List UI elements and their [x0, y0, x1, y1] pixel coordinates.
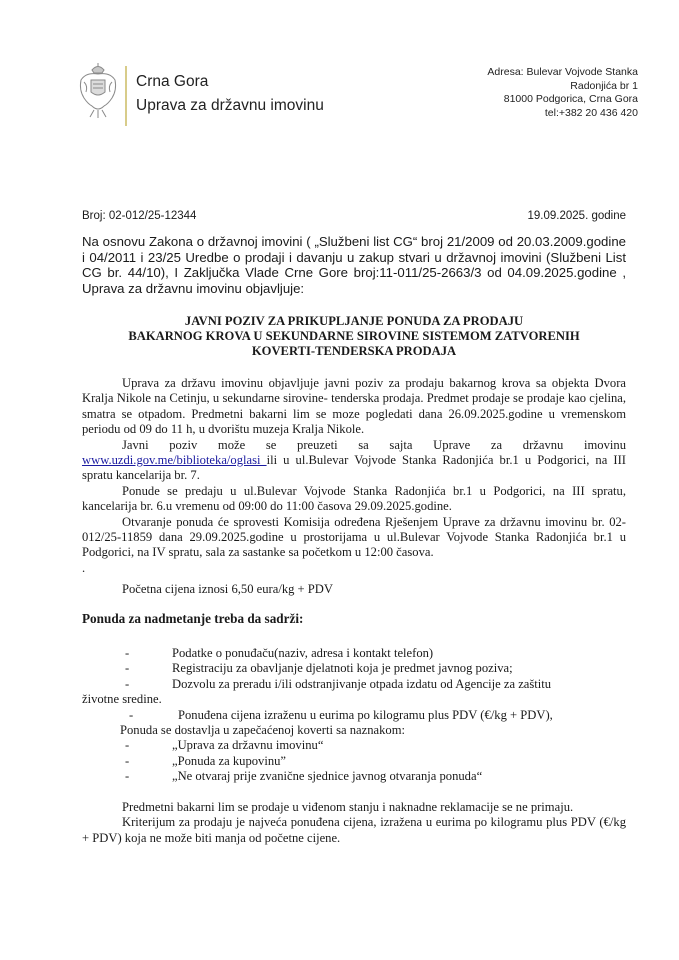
- address-line: Adresa: Bulevar Vojvode Stanka: [487, 66, 638, 78]
- document-date: 19.09.2025. godine: [527, 210, 626, 222]
- document-number: Broj: 02-012/25-12344: [82, 210, 197, 222]
- envelope-label-item: - „Ponuda za kupovinu”: [125, 753, 287, 768]
- address-block: [487, 66, 638, 120]
- envelope-label-item: - „Ne otvaraj prije zvanične sjednice javnog otvaranja ponuda“: [125, 769, 483, 784]
- paragraph-sale-description: Uprava za državu imovinu objavljuje javni poziv za prodaju bakarnog krova sa objekta Dvora Kralja Nikole na Cetinju, u sekundarne sirovine- tenderska prodaja. Predmet prodaje se prodaje kao cjelina, smatra se otpadom. Predmetni bakarni lim se moze pogledati dana 26.09.2025.godine u vremenskom periodu od 09 do 11 h, u dvorištu muzeja Kralja Nikole.: [82, 376, 626, 437]
- title-line: JAVNI POZIV ZA PRIKUPLJANJE PONUDA ZA PRODAJU: [184, 314, 524, 328]
- offer-requirements-heading: Ponuda za nadmetanje treba da sadrži:: [82, 611, 304, 626]
- title-line: BAKARNOG KROVA U SEKUNDARNE SIROVINE SISTEMOM ZATVORENIH: [128, 329, 580, 343]
- dash-bullet: -: [129, 707, 134, 722]
- letterhead: [78, 58, 638, 128]
- body-section: [82, 376, 626, 598]
- dash-bullet: -: [125, 738, 130, 753]
- coat-of-arms-icon: [78, 62, 118, 120]
- address-line: 81000 Podgorica, Crna Gora: [503, 93, 638, 105]
- document-title: [82, 314, 626, 359]
- paragraph-opening: Otvaranje ponuda će sprovesti Komisija određena Rješenjem Uprave za državnu imovinu br. 02-012/25-11859 dana 29.09.2025.godine u prostorijama u ul.Bulevar Vojvode Stanka Radonjića br.1 u Podgorici, na IV spratu, sala za sastanke sa početkom u 12:00 časova.: [82, 514, 626, 560]
- list-item: - Registraciju za obavljanje djelatnoti koja je predmet javnog poziva;: [125, 661, 513, 676]
- dash-bullet: -: [125, 676, 130, 691]
- envelope-label-item: - „Uprava za državnu imovinu“: [125, 738, 324, 753]
- address-line: Radonjića br 1: [570, 79, 638, 92]
- dash-bullet: -: [125, 661, 130, 676]
- dash-bullet: -: [125, 646, 130, 660]
- header-separator: [125, 66, 127, 126]
- title-line: KOVERTI-TENDERSKA PRODAJA: [251, 344, 457, 358]
- stray-dot: .: [82, 560, 86, 575]
- download-location-text: ili u ul.Bulevar Vojvode Stanka Radonjića br.1 u Podgorici, na III spratu kancelarija br. 7.: [82, 453, 626, 483]
- paragraph-criteria: Kriterijum za prodaju je najveća ponuđena cijena, izražena u eurima po kilogramu plus PDV (€/kg + PDV) koja ne može biti manja od početne cijene.: [82, 815, 626, 845]
- paragraph-as-is: Predmetni bakarni lim se prodaje u viđenom stanju i naknadne reklamacije se ne primaju.: [122, 800, 574, 814]
- list-item: - Podatke o ponuđaču(naziv, adresa i kontakt telefon): [125, 646, 434, 660]
- website-link[interactable]: www.uzdi.gov.me/biblioteka/oglasi: [82, 453, 267, 468]
- starting-price: Početna cijena iznosi 6,50 eura/kg + PDV: [122, 582, 334, 597]
- paragraph-submission: Ponude se predaju u ul.Bulevar Vojvode Stanka Radonjića br.1 u Podgorici, na III spratu, kancelarija br. 6.u vremenu od 09:00 do 11:00 časova 29.09.2025.godine.: [82, 483, 626, 514]
- envelope-instruction: Ponuda se dostavlja u zapečaćenoj koverti sa naznakom:: [120, 723, 406, 738]
- list-item-continuation: životne sredine.: [82, 692, 162, 707]
- list-item: - Dozvolu za preradu i/ili odstranjivanje otpada izdatu od Agencije za zaštitu: [125, 676, 552, 691]
- agency-name: Uprava za državnu imovinu: [136, 97, 324, 114]
- organization-name: [136, 70, 324, 118]
- download-text: Javni poziv može se preuzeti sa sajta Uprave za državnu imovinu: [122, 437, 626, 452]
- dash-bullet: -: [125, 769, 130, 784]
- reference-line: [82, 210, 626, 222]
- legal-basis-paragraph: Na osnovu Zakona o državnoj imovini ( „Službeni list CG“ broj 21/2009 od 20.03.2009.godine i 04/2011 i 23/25 Uredbe o prodaji i davanju u zakup stvari u državnoj imovini (Službeni List CG br. 44/10), I Zaključka Vlade Crne Gore broj:11-011/25-2663/3 od 04.09.2025.godine , Uprava za državnu imovinu objavljuje:: [82, 234, 626, 296]
- country-name: Crna Gora: [136, 73, 209, 90]
- offer-requirements-list: [82, 646, 626, 785]
- list-item: - Ponuđena cijena izraženu u eurima po kilogramu plus PDV (€/kg + PDV),: [129, 707, 553, 722]
- closing-section: [82, 800, 626, 846]
- dash-bullet: -: [125, 753, 130, 768]
- paragraph-download: [82, 438, 626, 484]
- phone-line: tel:+382 20 436 420: [544, 106, 638, 119]
